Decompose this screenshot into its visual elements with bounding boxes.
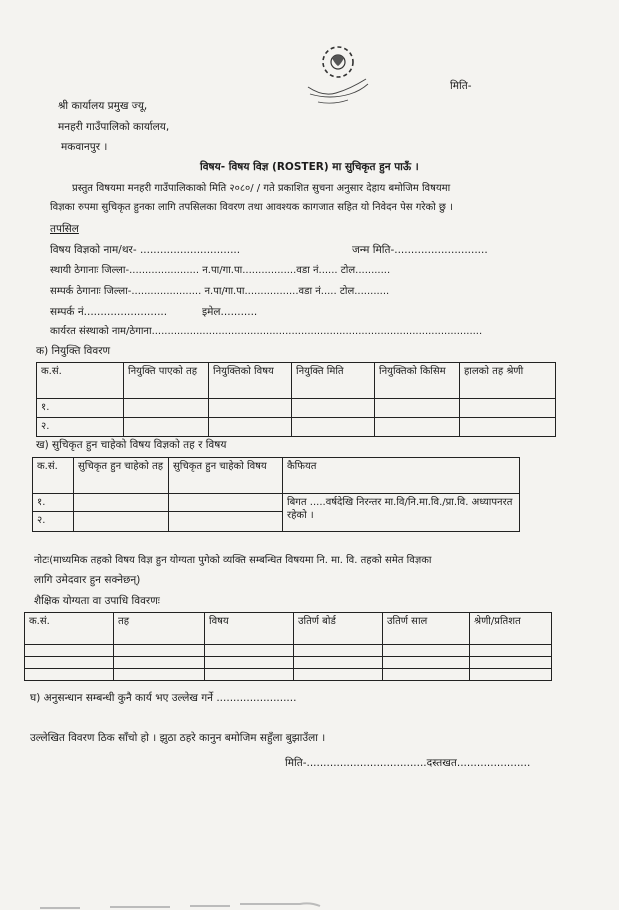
table-row [37, 418, 556, 437]
section-gha: घ) अनुसन्धान सम्बन्धी कुनै कार्य भए उल्लेख गर्ने ........................ [30, 692, 297, 704]
field-dob: जन्म मिति-............................ [352, 244, 488, 256]
subject-line: विषय- विषय विज्ञ (ROSTER) मा सुचिकृत हुन पाऊँ । [200, 161, 419, 173]
table-header: तह [114, 613, 205, 645]
remark-cell: बिगत .....वर्षदेखि निरन्तर मा.वि/नि.मा.वि./प्रा.वि. अध्यापनरत रहेको । [283, 494, 520, 532]
table-header: उतिर्ण बोर्ड [294, 613, 383, 645]
table-header: सुचिकृत हुन चाहेको तह [74, 458, 169, 494]
field-phone: सम्पर्क नं......................... [50, 306, 168, 318]
date-label: मिति- [450, 80, 472, 92]
table-header: नियुक्तिको विषय [209, 363, 292, 399]
office-stamp-icon [298, 32, 378, 112]
roster-subject-table [32, 457, 520, 532]
table-header: कैफियत [283, 458, 520, 494]
intro-line-2: विज्ञका रुपमा सुचिकृत हुनका लागि तपसिलका विवरण तथा आवश्यक कागजात सहित यो निवेदन पेस गरेको छु । [50, 202, 453, 213]
field-workplace: कार्यरत संस्थाको नाम/ठेगाना........................................................................................................ [50, 326, 483, 337]
row-number: १. [37, 399, 124, 418]
address-line-1: श्री कार्यालय प्रमुख ज्यू, [58, 100, 148, 112]
table-header: क.सं. [33, 458, 74, 494]
row-number: १. [33, 494, 74, 512]
field-name: विषय विज्ञको नाम/थर- .............................. [50, 244, 241, 256]
section-ga-title: शैक्षिक योग्यता वा उपाधि विवरणः [34, 595, 160, 607]
table-header: नियुक्तिको किसिम [375, 363, 460, 399]
table-header: हालको तह श्रेणी [460, 363, 556, 399]
table-row [25, 669, 552, 681]
table-header: नियुक्ति पाएको तह [124, 363, 209, 399]
appointment-table [36, 362, 556, 437]
note-line-1: नोटः(माध्यमिक तहको विषय विज्ञ हुन योग्यता पुगेको व्यक्ति सम्बन्धित विषयमा नि. मा. वि. तहको समेत विज्ञका [34, 555, 432, 566]
address-line-3: मकवानपुर । [61, 141, 108, 153]
table-row [25, 657, 552, 669]
signoff-line: मिति-....................................दस्तखत...................... [285, 757, 531, 769]
table-row [25, 645, 552, 657]
table-header: सुचिकृत हुन चाहेको विषय [169, 458, 283, 494]
table-header: नियुक्ति मिति [292, 363, 375, 399]
table-header: उतिर्ण साल [383, 613, 470, 645]
declaration: उल्लेखित विवरण ठिक साँचो हो । झुठा ठहरे कानुन बमोजिम सहुँला बुझाउँला । [30, 732, 326, 744]
row-number: २. [33, 512, 74, 532]
qualification-table [24, 612, 552, 681]
section-ka-title: क) नियुक्ति विवरण [36, 345, 111, 357]
table-header: श्रेणी/प्रतिशत [470, 613, 552, 645]
table-row [37, 399, 556, 418]
table-header: विषय [205, 613, 294, 645]
row-number: २. [37, 418, 124, 437]
table-row [33, 494, 520, 512]
field-email: इमेल........... [202, 306, 258, 318]
table-header: क.सं. [25, 613, 114, 645]
section-kha-title: ख) सुचिकृत हुन चाहेको विषय विज्ञको तह र विषय [36, 439, 227, 451]
intro-line-1: प्रस्तुत विषयमा मनहरी गाउँपालिकाको मिति २०८०/ / गते प्रकाशित सुचना अनुसार देहाय बमोजिम विषयमा [72, 183, 451, 194]
table-header: क.सं. [37, 363, 124, 399]
field-contact-address: सम्पर्क ठेगानाः जिल्ला-...................... न.पा/गा.पा.................वडा नं..... टोल........... [50, 286, 390, 297]
bottom-edge-marks [40, 900, 370, 910]
tapasil-heading: तपसिल [50, 223, 79, 235]
address-line-2: मनहरी गाउँपालिको कार्यालय, [58, 121, 170, 133]
field-permanent-address: स्थायी ठेगानाः जिल्ला-...................... न.पा/गा.पा.................वडा नं...... टोल........... [50, 265, 391, 276]
note-line-2: लागि उमेदवार हुन सक्नेछन्) [34, 574, 141, 586]
